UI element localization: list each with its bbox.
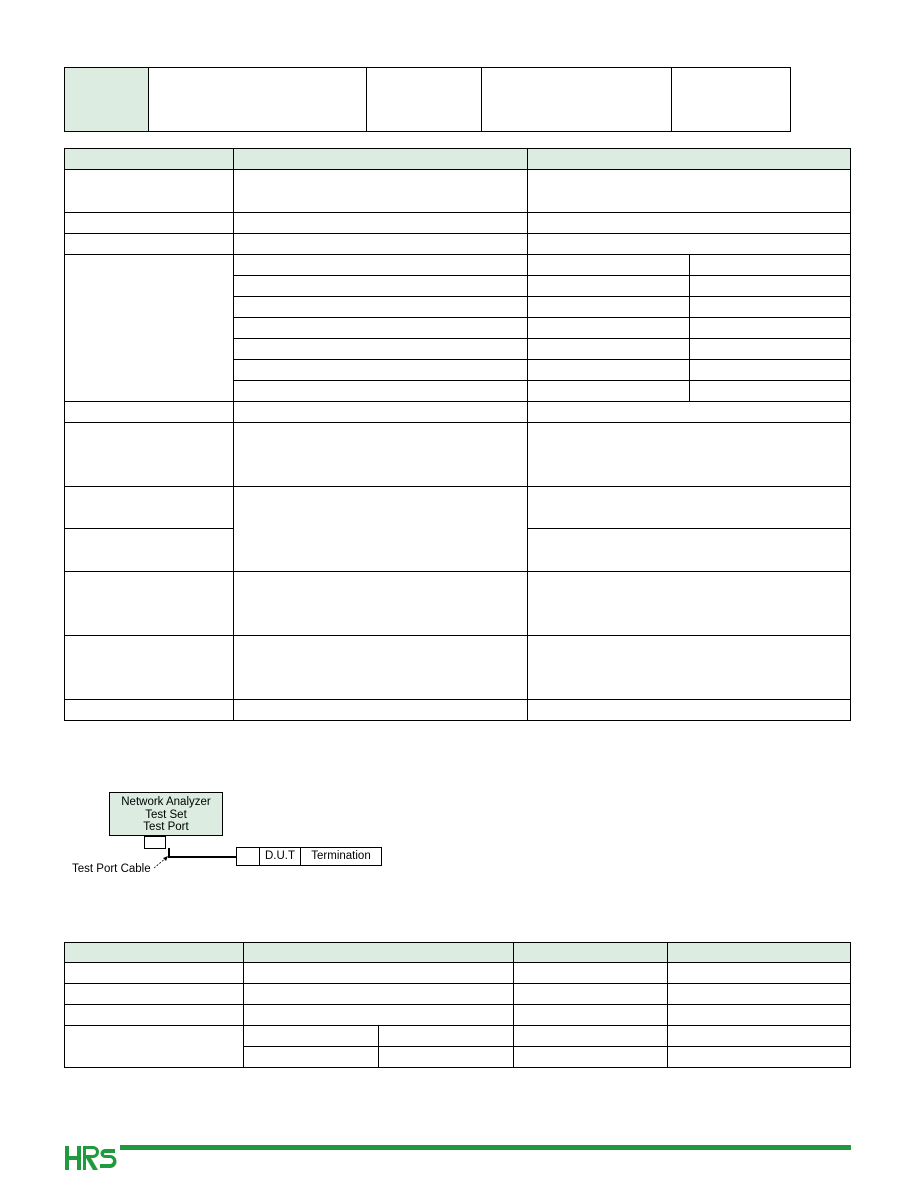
header-cell xyxy=(514,943,668,963)
hrs-logo-icon xyxy=(65,1144,117,1172)
header-cell xyxy=(234,149,528,170)
test-setup-diagram xyxy=(64,786,394,886)
results-table-header xyxy=(65,943,851,963)
title-block-table xyxy=(64,67,791,132)
table-row xyxy=(65,700,851,721)
title-block-cell xyxy=(149,68,367,132)
table-row xyxy=(65,234,851,255)
title-block-cell xyxy=(482,68,672,132)
table-row xyxy=(65,636,851,700)
dut-box: D.U.T xyxy=(259,848,300,865)
title-block-cell xyxy=(367,68,482,132)
table-row xyxy=(65,170,851,213)
adapter-box xyxy=(237,848,259,865)
header-cell xyxy=(65,943,244,963)
table-row xyxy=(65,572,851,636)
title-block-cell xyxy=(672,68,791,132)
analyzer-label-line1: Network Analyzer xyxy=(121,796,211,808)
table-row xyxy=(65,1026,851,1047)
test-port-connector xyxy=(144,836,166,849)
table-row xyxy=(65,423,851,487)
spec-table xyxy=(64,148,851,721)
spec-table-header xyxy=(65,149,851,170)
cable-line-horizontal xyxy=(168,856,236,858)
header-cell xyxy=(244,943,514,963)
table-row xyxy=(65,402,851,423)
footer-rule xyxy=(120,1145,851,1150)
table-row xyxy=(65,255,851,276)
table-row xyxy=(65,213,851,234)
results-table xyxy=(64,942,851,1068)
table-row xyxy=(65,487,851,529)
header-cell xyxy=(65,149,234,170)
analyzer-label-line2: Test Set xyxy=(145,808,187,821)
header-cell xyxy=(528,149,851,170)
header-cell xyxy=(668,943,851,963)
termination-box: Termination xyxy=(300,848,381,865)
test-port-cable-label: Test Port Cable xyxy=(72,863,151,875)
analyzer-label-line3: Test Port xyxy=(143,821,189,833)
table-row xyxy=(65,984,851,1005)
title-block-logo-cell xyxy=(65,68,149,132)
table-row xyxy=(65,963,851,984)
dut-chain xyxy=(236,847,382,866)
cable-pointer-arrow-icon xyxy=(154,856,174,870)
table-row xyxy=(65,1005,851,1026)
network-analyzer-box xyxy=(109,792,223,836)
